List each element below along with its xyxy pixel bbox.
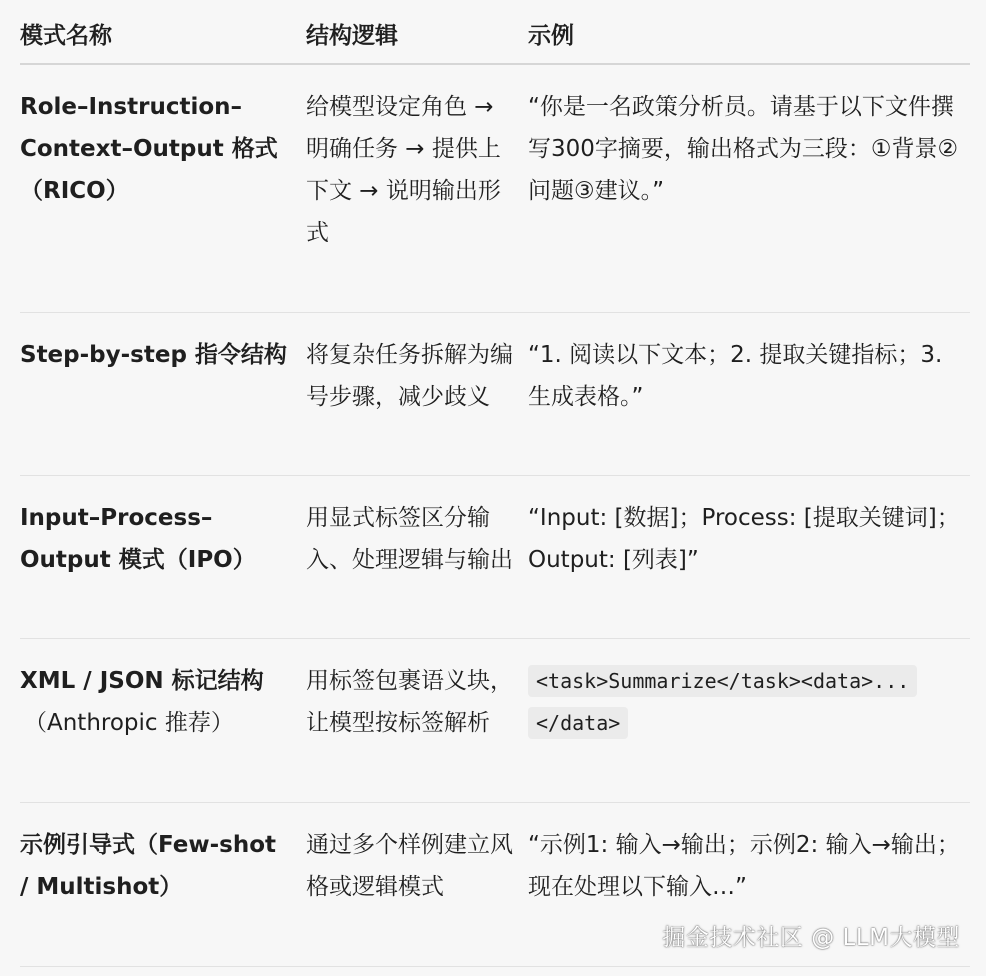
table-row <box>20 313 970 476</box>
pattern-name: Role–Instruction–Context–Output 格式（RICO） <box>20 94 278 204</box>
header-example: 示例 <box>528 22 574 49</box>
structure-logic: 给模型设定角色 → 明确任务 → 提供上下文 → 说明输出形式 <box>306 94 501 246</box>
pattern-name: Step-by-step 指令结构 <box>20 342 287 368</box>
example-text: “你是一名政策分析员。请基于以下文件撰写300字摘要，输出格式为三段：①背景②问题③建议。” <box>528 94 959 204</box>
example-text: “Input: [数据]；Process: [提取关键词]；Output: [列表]” <box>528 505 960 573</box>
example-code: <task>Summarize</task><data>...</data> <box>528 665 917 739</box>
pattern-name: 示例引导式（Few-shot / Multishot） <box>20 832 277 900</box>
pattern-table <box>20 0 970 967</box>
table-row <box>20 476 970 639</box>
example-cell <box>528 639 970 802</box>
structure-logic: 用显式标签区分输入、处理逻辑与输出 <box>306 505 513 573</box>
example-text: “1. 阅读以下文本；2. 提取关键指标；3. 生成表格。” <box>528 342 943 410</box>
pattern-name-cell <box>20 639 306 802</box>
pattern-name: XML / JSON 标记结构 <box>20 668 264 694</box>
table-header <box>20 0 970 65</box>
header-structure-logic: 结构逻辑 <box>306 22 398 49</box>
example-text: “示例1: 输入→输出；示例2: 输入→输出；现在处理以下输入…” <box>528 832 960 900</box>
watermark: 掘金技术社区 @ LLM大模型 <box>662 925 960 951</box>
table-row <box>20 65 970 313</box>
header-pattern-name: 模式名称 <box>20 22 112 49</box>
structure-logic: 用标签包裹语义块，让模型按标签解析 <box>306 668 513 736</box>
structure-logic: 通过多个样例建立风格或逻辑模式 <box>306 832 513 900</box>
structure-logic: 将复杂任务拆解为编号步骤，减少歧义 <box>306 342 513 410</box>
table-row <box>20 639 970 803</box>
pattern-name-note: （Anthropic 推荐） <box>24 710 234 736</box>
pattern-name: Input–Process–Output 模式（IPO） <box>20 505 256 573</box>
